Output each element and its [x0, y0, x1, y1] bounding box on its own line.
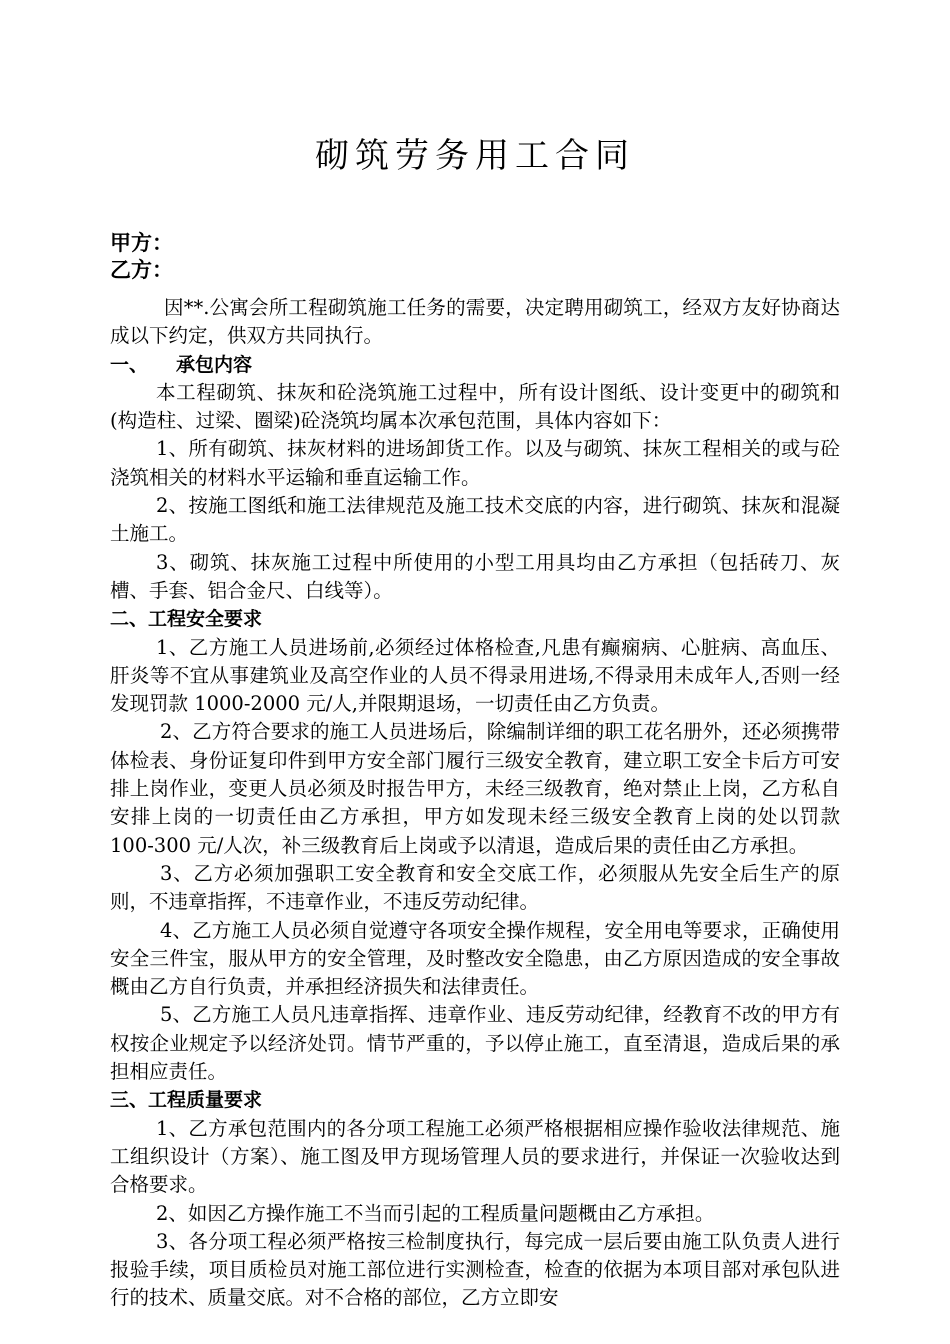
section-title: 承包内容	[176, 353, 253, 376]
clause-item: 1、所有砌筑、抹灰材料的进场卸货工作。以及与砌筑、抹灰工程相关的或与砼浇筑相关的材料水平运输和垂直运输工作。	[110, 437, 840, 489]
clause-item: 2、按施工图纸和施工法律规范及施工技术交底的内容，进行砌筑、抹灰和混凝土施工。	[110, 494, 840, 546]
clause-item: 4、乙方施工人员必须自觉遵守各项安全操作规程，安全用电等要求，正确使用安全三件宝，服从甲方的安全管理，及时整改安全隐患，由乙方原因造成的安全事故概由乙方自行负责，并承担经济损失和法律责任。	[110, 918, 840, 999]
clause-item: 3、乙方必须加强职工安全教育和安全交底工作，必须服从先安全后生产的原则，不违章指挥，不违章作业，不违反劳动纪律。	[110, 861, 840, 914]
clause-item: 3、各分项工程必须严格按三检制度执行，每完成一层后要由施工队负责人进行报验手续，项目质检员对施工部位进行实测检查，检查的依据为本项目部对承包队进行的技术、质量交底。对不合格的部位，乙方立即安	[110, 1229, 840, 1310]
clause-item: 1、乙方承包范围内的各分项工程施工必须严格根据相应操作验收法律规范、施工组织设计（方案）、施工图及甲方现场管理人员的要求进行，并保证一次验收达到合格要求。	[110, 1116, 840, 1197]
party-b-label: 乙方：	[110, 258, 173, 282]
section-number: 一、	[110, 353, 149, 376]
contract-body	[110, 294, 840, 1313]
section-heading: 三、工程质量要求	[110, 1089, 263, 1112]
clause-item: 2、乙方符合要求的施工人员进场后，除编制详细的职工花名册外，还必须携带体检表、身份证复印件到甲方安全部门履行三级安全教育，建立职工安全卡后方可安排上岗作业，变更人员必须及时报告甲方，未经三级教育，绝对禁止上岗，乙方私自安排上岗的一切责任由乙方承担，甲方如发现未经三级安全教育上岗的处以罚款 100-300 元/人次，补三级教育后上岗或予以清退，造成后果的责任由乙方承担。	[110, 720, 840, 857]
clause-item: 5、乙方施工人员凡违章指挥、违章作业、违反劳动纪律，经教育不改的甲方有权按企业规定予以经济处罚。情节严重的，予以停止施工，直至清退，造成后果的承担相应责任。	[110, 1003, 840, 1084]
clause-item: 2、如因乙方操作施工不当而引起的工程质量问题概由乙方承担。	[156, 1201, 715, 1225]
section-lead: 本工程砌筑、抹灰和砼浇筑施工过程中，所有设计图纸、设计变更中的砌筑和(构造柱、过梁、圈梁)砼浇筑均属本次承包范围，具体内容如下：	[110, 380, 840, 433]
intro-paragraph: 因**.公寓会所工程砌筑施工任务的需要，决定聘用砌筑工，经双方友好协商达成以下约定，供双方共同执行。	[110, 296, 840, 348]
clause-item: 3、砌筑、抹灰施工过程中所使用的小型工用具均由乙方承担（包括砖刀、灰槽、手套、铝合金尺、白线等）。	[110, 550, 840, 602]
clause-item: 1、乙方施工人员进场前,必须经过体格检查,凡患有癫痫病、心脏病、高血压、肝炎等不宜从事建筑业及高空作业的人员不得录用进场,不得录用未成年人,否则一经发现罚款 1000-2000 元/人,并限期退场，一切责任由乙方负责。	[110, 635, 840, 716]
document-title: 砌筑劳务用工合同	[315, 136, 635, 176]
party-a-label: 甲方：	[110, 231, 173, 255]
section-heading	[110, 351, 840, 379]
section-heading: 二、工程安全要求	[110, 608, 263, 631]
